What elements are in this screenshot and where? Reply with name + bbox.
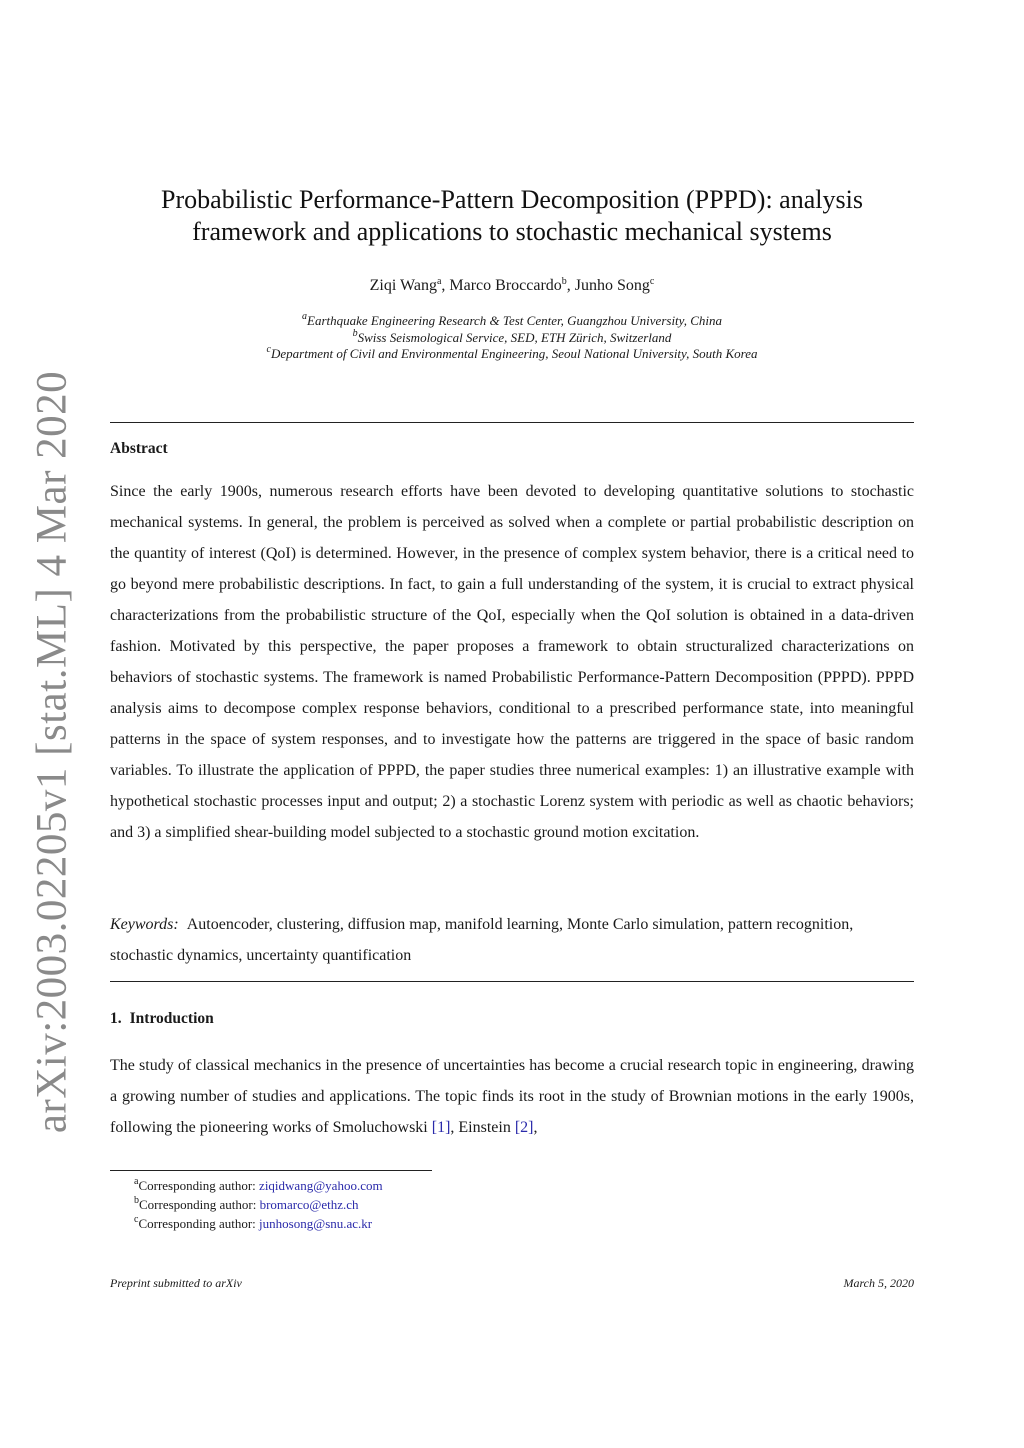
arxiv-identifier-text: arXiv:2003.02205v1 [stat.ML] 4 Mar 2020 <box>28 370 76 1134</box>
email-link[interactable]: bromarco@ethz.ch <box>259 1197 359 1212</box>
paper-title <box>110 184 914 248</box>
affiliation: $^b$Swiss Seismological Service, SED, ETH Zürich, Switzerland <box>352 327 672 345</box>
keywords-text: Autoencoder, clustering, diffusion map, manifold learning, Monte Carlo simulation, pattern recognition, stochastic dynamics, uncertainty quantification <box>110 916 854 964</box>
footnote: $^b$Corresponding author: bromarco@ethz.ch <box>134 1195 359 1212</box>
title-line-1: Probabilistic Performance-Pattern Decomposition (PPPD): analysis <box>161 185 863 214</box>
footer-preprint-note: Preprint submitted to arXiv <box>110 1276 242 1290</box>
abstract-bottom-rule <box>110 981 914 982</box>
author-mark: b <box>561 276 567 287</box>
footnote: $^a$Corresponding author: ziqidwang@yahoo.com <box>134 1176 383 1193</box>
affiliation-list <box>110 313 914 363</box>
affiliation: $^a$Earthquake Engineering Research & Test Center, Guangzhou University, China <box>302 311 722 328</box>
affiliation: $^c$Department of Civil and Environmental Engineering, Seoul National University, South Korea <box>266 344 758 361</box>
section-number: 1. <box>110 1010 122 1027</box>
arxiv-identifier-stamp <box>16 370 88 1134</box>
section-heading-introduction <box>110 1010 214 1028</box>
abstract-text: Since the early 1900s, numerous research efforts have been devoted to developing quantitative solutions to stochastic mechanical systems. In general, the problem is perceived as solved when a complete or partial probabilistic description on the quantity of interest (QoI) is determined. However, in the presence of complex system behavior, there is a critical need to go beyond mere probabilistic descriptions. In fact, to gain a full understanding of the system, it is crucial to extract physical characterizations from the probabilistic structure of the QoI, especially when the QoI solution is obtained in a data-driven fashion. Motivated by this perspective, the paper proposes a framework to obtain structuralized characterizations on behaviors of stochastic systems. The framework is named Probabilistic Performance-Pattern Decomposition (PPPD). PPPD analysis aims to decompose complex response behaviors, conditional to a prescribed performance state, into meaningful patterns in the space of system responses, and to investigate how the patterns are triggered in the space of basic random variables. To illustrate the application of PPPD, the paper studies three numerical examples: 1) an illustrative example with hypothetical stochastic processes input and output; 2) a stochastic Lorenz system with periodic as well as chaotic behaviors; and 3) a simplified shear-building model subjected to a stochastic ground motion excitation. <box>110 483 914 841</box>
keywords-label: Keywords: <box>110 916 179 933</box>
title-line-2: framework and applications to stochastic mechanical systems <box>192 217 832 246</box>
author-name: Marco Broccardo <box>449 277 562 294</box>
abstract-heading: Abstract <box>110 440 168 457</box>
introduction-paragraph: The study of classical mechanics in the presence of uncertainties has become a crucial research topic in engineering, drawing a growing number of studies and applications. The topic finds its root in the study of Brownian motions in the early 1900s, following the pioneering works of Smoluchowski [1], Einstein [2], <box>110 1057 914 1136</box>
email-link[interactable]: junhosong@snu.ac.kr <box>259 1216 373 1231</box>
abstract-top-rule <box>110 422 914 423</box>
citation-link[interactable]: [2] <box>514 1119 534 1136</box>
email-link[interactable]: ziqidwang@yahoo.com <box>259 1178 383 1193</box>
author-list: Ziqi Wang$^a$, Marco Broccardo$^b$, Junho Song$^c$ <box>369 276 655 294</box>
author-mark: c <box>649 276 655 287</box>
author-mark: a <box>436 276 442 287</box>
footnote-rule <box>110 1170 432 1171</box>
footer-date: March 5, 2020 <box>843 1276 914 1290</box>
page-footer <box>110 1276 914 1291</box>
footnotes <box>134 1176 383 1233</box>
section-title-text: Introduction <box>129 1010 214 1027</box>
author-name: Ziqi Wang <box>369 277 437 294</box>
author-name: Junho Song <box>574 277 650 294</box>
footnote: $^c$Corresponding author: junhosong@snu.ac.kr <box>134 1214 373 1231</box>
keywords <box>110 909 914 971</box>
citation-link[interactable]: [1] <box>431 1119 451 1136</box>
